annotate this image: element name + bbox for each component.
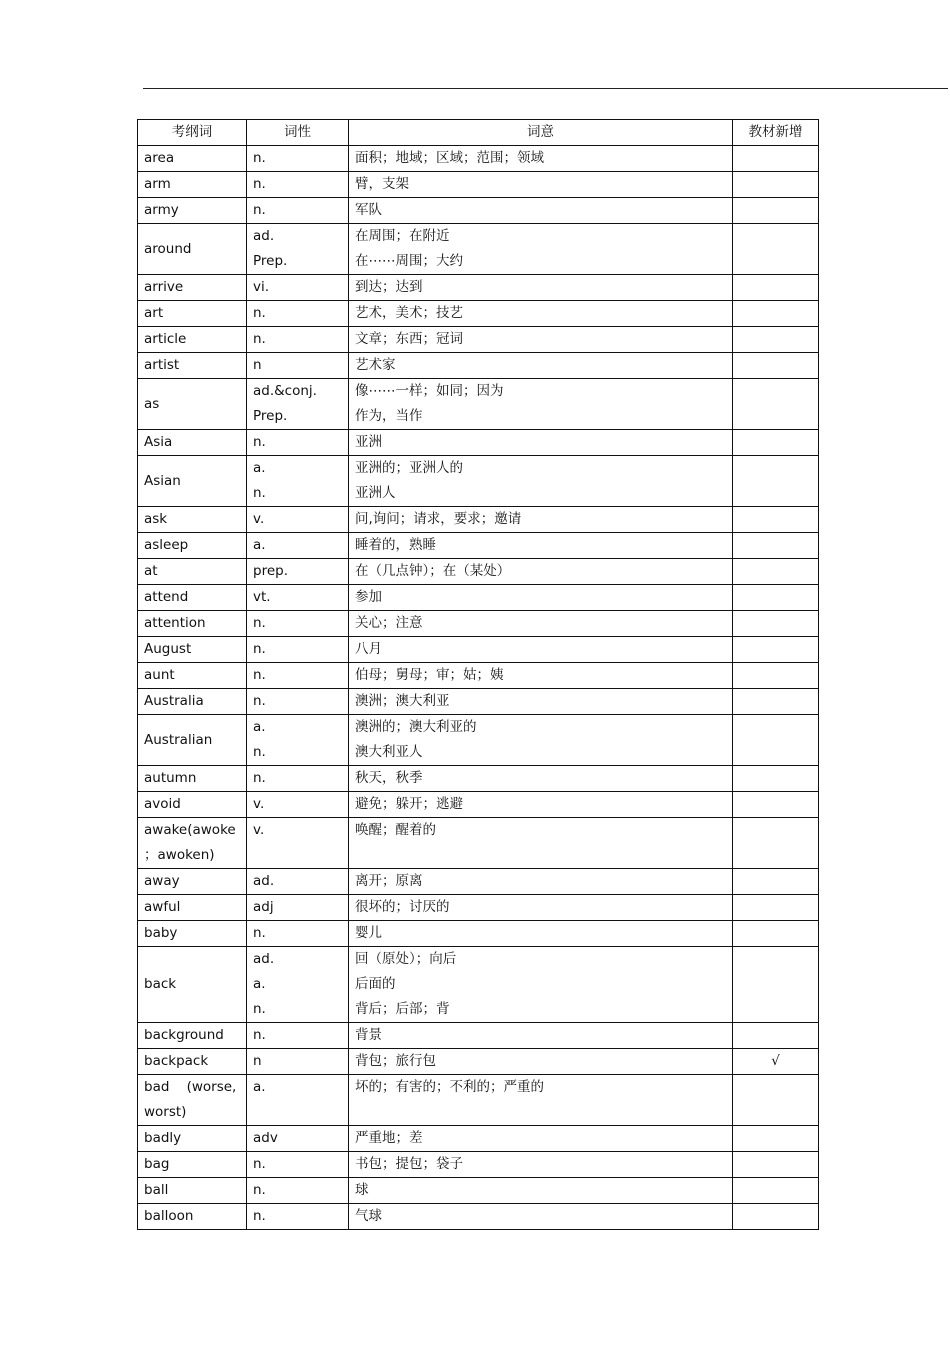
word-cell [138, 766, 247, 792]
word-cell [138, 301, 247, 327]
part-of-speech: ad. [253, 873, 275, 889]
part-of-speech: n. [253, 641, 266, 657]
meaning-text: 伯母；舅母；审；姑；姨 [355, 667, 504, 683]
meaning-text: 唤醒；醒着的 [355, 822, 436, 838]
part-of-speech-cell [247, 198, 349, 224]
meaning-text: 球 [355, 1182, 369, 1198]
meaning-cell [349, 1049, 733, 1075]
meaning-text: 很坏的；讨厌的 [355, 899, 450, 915]
part-of-speech-cell [247, 379, 349, 430]
word-text: badly [144, 1130, 182, 1146]
word-cell [138, 637, 247, 663]
word-text: baby [144, 925, 178, 941]
part-of-speech: ad.&conj. [253, 383, 317, 399]
meaning-text: 在（几点钟）；在（某处） [355, 563, 511, 579]
word-cell [138, 921, 247, 947]
word-text: art [144, 305, 164, 321]
part-of-speech: a. [253, 1079, 266, 1095]
part-of-speech-cell [247, 611, 349, 637]
part-of-speech: n. [253, 744, 266, 760]
vocabulary-table [137, 119, 819, 1230]
meaning-text: 艺术家 [355, 357, 396, 373]
meaning-text: 离开；原离 [355, 873, 423, 889]
word-text: as [144, 395, 160, 412]
textbook-new-cell [733, 689, 819, 715]
word-text: artist [144, 357, 180, 373]
part-of-speech: a. [253, 537, 266, 553]
textbook-new-cell [733, 1204, 819, 1230]
word-text: at [144, 563, 158, 579]
word-cell [138, 533, 247, 559]
word-cell [138, 327, 247, 353]
part-of-speech: vt. [253, 589, 271, 605]
part-of-speech-cell [247, 1075, 349, 1126]
meaning-text: 参加 [355, 589, 382, 605]
part-of-speech: n. [253, 693, 266, 709]
word-cell [138, 869, 247, 895]
textbook-new-cell [733, 559, 819, 585]
part-of-speech: n. [253, 770, 266, 786]
word-text: asleep [144, 537, 189, 553]
table-row [138, 379, 819, 430]
word-text: Asia [144, 434, 173, 450]
meaning-cell [349, 275, 733, 301]
word-line: worst) [144, 1104, 187, 1120]
meaning-cell [349, 1204, 733, 1230]
word-cell [138, 1023, 247, 1049]
meaning-text: 亚洲 [355, 434, 382, 450]
part-of-speech: vi. [253, 279, 270, 295]
textbook-new-cell [733, 456, 819, 507]
meaning-cell [349, 559, 733, 585]
word-cell [138, 430, 247, 456]
part-of-speech-cell [247, 327, 349, 353]
table-row [138, 766, 819, 792]
meaning-cell [349, 301, 733, 327]
part-of-speech-cell [247, 637, 349, 663]
word-cell [138, 1204, 247, 1230]
part-of-speech: ad. [253, 951, 275, 967]
table-row [138, 1075, 819, 1126]
part-of-speech-cell [247, 146, 349, 172]
meaning-cell [349, 198, 733, 224]
part-of-speech: n. [253, 150, 266, 166]
meaning-cell [349, 637, 733, 663]
header-meaning: 词意 [349, 120, 733, 146]
table-row [138, 1126, 819, 1152]
part-of-speech-cell [247, 1049, 349, 1075]
part-of-speech-cell [247, 275, 349, 301]
header-textbook-new: 教材新增 [733, 120, 819, 146]
meaning-cell [349, 172, 733, 198]
meaning-cell [349, 1075, 733, 1126]
table-row [138, 1152, 819, 1178]
table-header-row [138, 120, 819, 146]
textbook-new-cell [733, 198, 819, 224]
table-row [138, 895, 819, 921]
meaning-text: 秋天，秋季 [355, 770, 423, 786]
word-cell [138, 456, 247, 507]
part-of-speech: n. [253, 925, 266, 941]
word-text: balloon [144, 1208, 194, 1224]
part-of-speech: v. [253, 511, 265, 527]
textbook-new-cell [733, 507, 819, 533]
part-of-speech: v. [253, 822, 265, 838]
part-of-speech: adv [253, 1130, 278, 1146]
table-row [138, 869, 819, 895]
part-of-speech: prep. [253, 563, 288, 579]
part-of-speech-cell [247, 224, 349, 275]
word-cell [138, 224, 247, 275]
textbook-new-cell [733, 353, 819, 379]
word-text: arm [144, 176, 171, 192]
meaning-cell [349, 1178, 733, 1204]
part-of-speech: n. [253, 1027, 266, 1043]
table-row [138, 585, 819, 611]
textbook-new-cell [733, 947, 819, 1023]
textbook-new-cell [733, 1126, 819, 1152]
word-text: attention [144, 615, 206, 631]
meaning-cell [349, 663, 733, 689]
textbook-new-cell [733, 766, 819, 792]
table-row [138, 224, 819, 275]
meaning-cell [349, 818, 733, 869]
meaning-cell [349, 689, 733, 715]
meaning-text: 亚洲人 [355, 485, 396, 501]
word-text: article [144, 331, 187, 347]
part-of-speech: n. [253, 667, 266, 683]
part-of-speech: a. [253, 719, 266, 735]
table-row [138, 663, 819, 689]
meaning-cell [349, 766, 733, 792]
meaning-text: 澳大利亚人 [355, 744, 423, 760]
meaning-cell [349, 895, 733, 921]
part-of-speech-cell [247, 766, 349, 792]
word-text: ball [144, 1182, 169, 1198]
part-of-speech: n. [253, 434, 266, 450]
word-text: arrive [144, 279, 184, 295]
part-of-speech: n. [253, 1156, 266, 1172]
textbook-new-cell [733, 224, 819, 275]
table-row [138, 1178, 819, 1204]
word-text: aunt [144, 667, 175, 683]
word-cell [138, 585, 247, 611]
part-of-speech: n. [253, 331, 266, 347]
word-text: army [144, 202, 179, 218]
word-text: ask [144, 511, 168, 527]
part-of-speech-cell [247, 1023, 349, 1049]
part-of-speech-cell [247, 663, 349, 689]
meaning-cell [349, 792, 733, 818]
table-row [138, 198, 819, 224]
word-text: Asian [144, 472, 181, 489]
part-of-speech: n. [253, 1208, 266, 1224]
part-of-speech: n. [253, 305, 266, 321]
table-row [138, 921, 819, 947]
meaning-text: 像⋯⋯一样；如同；因为 [355, 383, 504, 399]
word-cell [138, 663, 247, 689]
word-cell [138, 715, 247, 766]
table-row [138, 1023, 819, 1049]
part-of-speech-cell [247, 507, 349, 533]
meaning-text: 气球 [355, 1208, 382, 1224]
meaning-text: 背包；旅行包 [355, 1053, 436, 1069]
meaning-cell [349, 327, 733, 353]
word-cell [138, 379, 247, 430]
word-text: autumn [144, 770, 197, 786]
meaning-text: 到达；达到 [355, 279, 423, 295]
part-of-speech-cell [247, 1204, 349, 1230]
table-body [138, 146, 819, 1230]
word-cell [138, 1049, 247, 1075]
textbook-new-cell [733, 715, 819, 766]
word-cell [138, 611, 247, 637]
part-of-speech: adj [253, 899, 274, 915]
header-word: 考纲词 [138, 120, 247, 146]
word-text: bag [144, 1156, 170, 1172]
part-of-speech-cell [247, 689, 349, 715]
table-row [138, 507, 819, 533]
textbook-new-cell [733, 430, 819, 456]
textbook-new-cell [733, 533, 819, 559]
meaning-cell [349, 456, 733, 507]
meaning-cell [349, 146, 733, 172]
table-row [138, 1049, 819, 1075]
word-cell [138, 353, 247, 379]
meaning-text: 臂，支架 [355, 176, 409, 192]
meaning-text: 艺术，美术；技艺 [355, 305, 463, 321]
word-text: awful [144, 899, 181, 915]
meaning-cell [349, 1152, 733, 1178]
word-text: background [144, 1027, 224, 1043]
meaning-text: 背后；后部；背 [355, 1001, 450, 1017]
word-cell [138, 172, 247, 198]
textbook-new-cell [733, 379, 819, 430]
textbook-new-cell [733, 327, 819, 353]
table-row [138, 456, 819, 507]
table-row [138, 559, 819, 585]
meaning-cell [349, 224, 733, 275]
part-of-speech-cell [247, 818, 349, 869]
table-row [138, 715, 819, 766]
part-of-speech: Prep. [253, 253, 288, 269]
meaning-text: 关心；注意 [355, 615, 423, 631]
part-of-speech-cell [247, 559, 349, 585]
meaning-cell [349, 533, 733, 559]
word-text: Australia [144, 693, 204, 709]
word-cell [138, 792, 247, 818]
textbook-new-cell [733, 792, 819, 818]
meaning-text: 书包；提包；袋子 [355, 1156, 463, 1172]
meaning-cell [349, 611, 733, 637]
meaning-cell [349, 869, 733, 895]
word-cell [138, 818, 247, 869]
part-of-speech-cell [247, 301, 349, 327]
table-row [138, 1204, 819, 1230]
header-part-of-speech: 词性 [247, 120, 349, 146]
word-text: backpack [144, 1053, 209, 1069]
meaning-text: 澳洲的；澳大利亚的 [355, 719, 477, 735]
meaning-text: 婴儿 [355, 925, 382, 941]
textbook-new-cell [733, 869, 819, 895]
part-of-speech-cell [247, 1126, 349, 1152]
part-of-speech: n [253, 1053, 262, 1069]
table-row [138, 172, 819, 198]
part-of-speech-cell [247, 430, 349, 456]
table-row [138, 146, 819, 172]
part-of-speech-cell [247, 1152, 349, 1178]
meaning-text: 严重地；差 [355, 1130, 423, 1146]
textbook-new-cell [733, 275, 819, 301]
textbook-new-cell [733, 1023, 819, 1049]
meaning-cell [349, 947, 733, 1023]
word-cell [138, 895, 247, 921]
part-of-speech: v. [253, 796, 265, 812]
table-row [138, 353, 819, 379]
part-of-speech-cell [247, 456, 349, 507]
table-row [138, 301, 819, 327]
word-cell [138, 689, 247, 715]
textbook-new-cell [733, 1152, 819, 1178]
meaning-text: 文章；东西；冠词 [355, 331, 463, 347]
part-of-speech: n. [253, 1001, 266, 1017]
table-row [138, 689, 819, 715]
part-of-speech-cell [247, 715, 349, 766]
part-of-speech: n. [253, 1182, 266, 1198]
word-text: back [144, 976, 177, 992]
part-of-speech-cell [247, 869, 349, 895]
meaning-text: 在⋯⋯周围；大约 [355, 253, 463, 269]
meaning-text: 亚洲的；亚洲人的 [355, 460, 463, 476]
part-of-speech: a. [253, 976, 266, 992]
textbook-new-cell [733, 663, 819, 689]
part-of-speech: a. [253, 460, 266, 476]
meaning-text: 睡着的，熟睡 [355, 537, 436, 553]
header-rule [143, 88, 948, 89]
textbook-new-cell [733, 172, 819, 198]
word-cell [138, 146, 247, 172]
meaning-text: 背景 [355, 1027, 382, 1043]
meaning-text: 避免；躲开；逃避 [355, 796, 463, 812]
textbook-new-cell [733, 895, 819, 921]
word-text: away [144, 873, 180, 889]
meaning-cell [349, 507, 733, 533]
meaning-text: 作为，当作 [355, 408, 423, 424]
part-of-speech-cell [247, 921, 349, 947]
word-cell [138, 198, 247, 224]
meaning-cell [349, 921, 733, 947]
word-cell [138, 1075, 247, 1126]
word-text: around [144, 240, 192, 257]
part-of-speech: n. [253, 176, 266, 192]
part-of-speech: n. [253, 485, 266, 501]
word-cell [138, 559, 247, 585]
part-of-speech-cell [247, 947, 349, 1023]
meaning-text: 八月 [355, 641, 382, 657]
word-cell [138, 947, 247, 1023]
meaning-cell [349, 585, 733, 611]
textbook-new-cell [733, 1178, 819, 1204]
part-of-speech: n. [253, 615, 266, 631]
table-row [138, 637, 819, 663]
part-of-speech-cell [247, 172, 349, 198]
table-row [138, 275, 819, 301]
textbook-new-cell [733, 921, 819, 947]
meaning-text: 问,询问；请求，要求；邀请 [355, 511, 522, 527]
textbook-new-cell [733, 585, 819, 611]
word-cell [138, 1178, 247, 1204]
word-cell [138, 1152, 247, 1178]
part-of-speech-cell [247, 895, 349, 921]
meaning-cell [349, 353, 733, 379]
table-row [138, 430, 819, 456]
textbook-new-cell [733, 146, 819, 172]
textbook-new-cell [733, 301, 819, 327]
meaning-text: 面积；地域；区域；范围；领域 [355, 150, 544, 166]
meaning-text: 军队 [355, 202, 382, 218]
textbook-new-cell [733, 611, 819, 637]
table-row [138, 533, 819, 559]
meaning-text: 回（原处）；向后 [355, 951, 457, 967]
word-line: awake(awoke [144, 822, 236, 838]
part-of-speech-cell [247, 353, 349, 379]
table-row [138, 327, 819, 353]
part-of-speech: ad. [253, 228, 275, 244]
part-of-speech-cell [247, 1178, 349, 1204]
meaning-cell [349, 715, 733, 766]
meaning-cell [349, 430, 733, 456]
word-line: bad (worse, [144, 1079, 237, 1095]
part-of-speech: n. [253, 202, 266, 218]
part-of-speech-cell [247, 792, 349, 818]
word-text: Australian [144, 731, 213, 748]
textbook-new-cell [733, 637, 819, 663]
word-cell [138, 507, 247, 533]
part-of-speech-cell [247, 585, 349, 611]
textbook-new-cell: √ [733, 1049, 819, 1075]
meaning-text: 在周围；在附近 [355, 228, 450, 244]
table-row [138, 611, 819, 637]
word-line: ；awoken) [144, 847, 215, 863]
part-of-speech-cell [247, 533, 349, 559]
table-row [138, 947, 819, 1023]
part-of-speech: n [253, 357, 262, 373]
textbook-new-cell [733, 1075, 819, 1126]
word-text: attend [144, 589, 189, 605]
meaning-cell [349, 1023, 733, 1049]
meaning-text: 后面的 [355, 976, 396, 992]
part-of-speech: Prep. [253, 408, 288, 424]
meaning-cell [349, 1126, 733, 1152]
meaning-text: 澳洲；澳大利亚 [355, 693, 450, 709]
table-row [138, 792, 819, 818]
word-cell [138, 275, 247, 301]
table-row [138, 818, 819, 869]
meaning-text: 坏的；有害的；不利的；严重的 [355, 1079, 544, 1095]
word-text: August [144, 641, 192, 657]
word-text: avoid [144, 796, 181, 812]
word-text: area [144, 150, 175, 166]
word-cell [138, 1126, 247, 1152]
textbook-new-cell [733, 818, 819, 869]
meaning-cell [349, 379, 733, 430]
